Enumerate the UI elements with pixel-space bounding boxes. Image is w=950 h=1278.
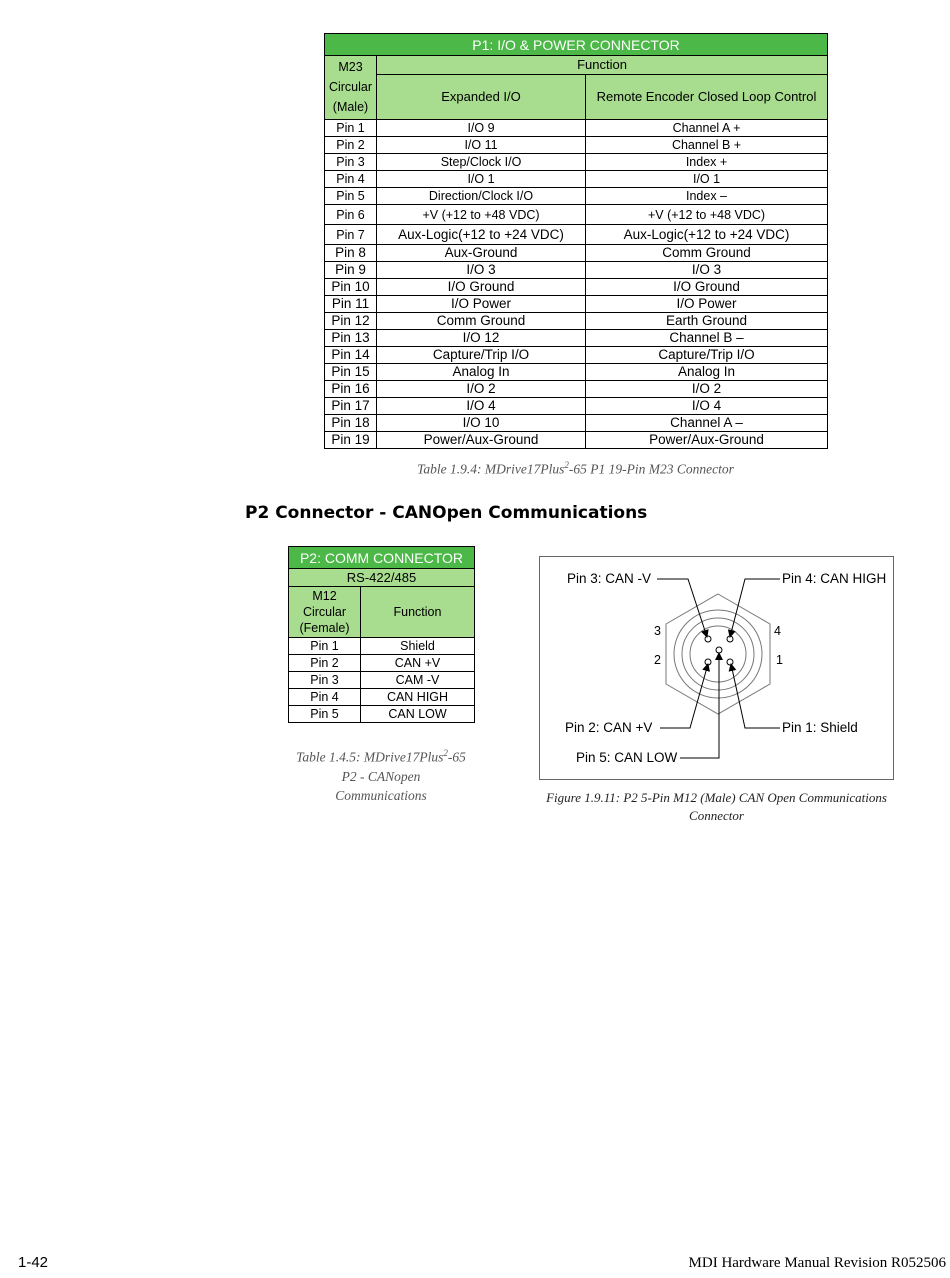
p1-expanded-io-header: Expanded I/O	[377, 75, 586, 120]
caption-text: Connector	[689, 808, 744, 823]
encoder-cell: I/O 2	[586, 381, 828, 398]
p2-table-subtitle: RS-422/485	[289, 569, 475, 587]
function-cell: CAN +V	[361, 655, 475, 672]
expanded-io-cell: I/O 9	[377, 120, 586, 137]
expanded-io-cell: Aux-Logic(+12 to +24 VDC)	[377, 225, 586, 245]
p1-table-title: P1: I/O & POWER CONNECTOR	[325, 34, 828, 56]
connector-ring-inner	[690, 626, 746, 682]
caption-text: P2 - CANopen	[341, 768, 421, 784]
page-number: 1-42	[18, 1254, 49, 1271]
table-row	[325, 154, 828, 171]
pin-cell: Pin 7	[325, 225, 377, 245]
caption-text: Communications	[335, 787, 427, 803]
expanded-io-cell: Comm Ground	[377, 313, 586, 330]
expanded-io-cell: I/O Ground	[377, 279, 586, 296]
table-row	[325, 205, 828, 225]
encoder-cell: Analog In	[586, 364, 828, 381]
pin-4-leader	[730, 579, 780, 637]
pin-3-dot	[705, 636, 711, 642]
encoder-cell: Index +	[586, 154, 828, 171]
connector-label-line: Circular	[328, 80, 373, 94]
pin-cell: Pin 3	[289, 672, 361, 689]
encoder-cell: I/O 3	[586, 262, 828, 279]
pin-cell: Pin 19	[325, 432, 377, 449]
expanded-io-cell: I/O 3	[377, 262, 586, 279]
pin-cell: Pin 10	[325, 279, 377, 296]
pin-cell: Pin 14	[325, 347, 377, 364]
table-row	[325, 347, 828, 364]
pin-number-1: 1	[776, 653, 783, 667]
p2-function-header: Function	[361, 587, 475, 638]
pin-cell: Pin 5	[289, 706, 361, 723]
p2-table-caption	[281, 744, 481, 805]
table-row	[289, 689, 475, 706]
function-cell: CAN HIGH	[361, 689, 475, 706]
encoder-cell: Comm Ground	[586, 245, 828, 262]
table-row	[325, 313, 828, 330]
table-row	[325, 381, 828, 398]
pin-number-2: 2	[654, 653, 661, 667]
pin-1-label: Pin 1: Shield	[782, 720, 858, 735]
encoder-cell: Channel B +	[586, 137, 828, 154]
p1-table-caption	[324, 460, 827, 478]
connector-label-line: (Female)	[299, 621, 350, 635]
pin-cell: Pin 13	[325, 330, 377, 347]
connector-label-line: Circular	[302, 605, 347, 619]
expanded-io-cell: I/O 1	[377, 171, 586, 188]
connector-ring-middle	[682, 618, 754, 690]
pin-cell: Pin 5	[325, 188, 377, 205]
pin-cell: Pin 9	[325, 262, 377, 279]
table-row	[325, 330, 828, 347]
caption-text: Table 1.9.4: MDrive17Plus	[417, 461, 565, 477]
pin-cell: Pin 2	[289, 655, 361, 672]
expanded-io-cell: Step/Clock I/O	[377, 154, 586, 171]
table-row	[325, 137, 828, 154]
pin-cell: Pin 11	[325, 296, 377, 313]
function-cell: CAN LOW	[361, 706, 475, 723]
encoder-cell: Aux-Logic(+12 to +24 VDC)	[586, 225, 828, 245]
connector-outline	[666, 594, 770, 714]
expanded-io-cell: Aux-Ground	[377, 245, 586, 262]
pin-cell: Pin 6	[325, 205, 377, 225]
pin-cell: Pin 12	[325, 313, 377, 330]
table-row	[325, 245, 828, 262]
encoder-cell: I/O Ground	[586, 279, 828, 296]
table-row	[325, 398, 828, 415]
encoder-cell: I/O 1	[586, 171, 828, 188]
pin-cell: Pin 17	[325, 398, 377, 415]
pin-1-dot	[727, 659, 733, 665]
table-row	[325, 279, 828, 296]
p2-connector-type-header	[289, 587, 361, 638]
pin-cell: Pin 4	[325, 171, 377, 188]
pin-5-leader	[680, 653, 719, 758]
p2-connector-table	[288, 546, 475, 723]
expanded-io-cell: Direction/Clock I/O	[377, 188, 586, 205]
encoder-cell: Channel B –	[586, 330, 828, 347]
connector-label-line: M12	[312, 589, 337, 603]
expanded-io-cell: I/O 10	[377, 415, 586, 432]
pin-cell: Pin 8	[325, 245, 377, 262]
encoder-cell: I/O 4	[586, 398, 828, 415]
figure-caption	[539, 789, 894, 825]
caption-text: Table 1.4.5: MDrive17Plus	[296, 749, 444, 765]
caption-text: -65	[447, 749, 466, 765]
table-row	[289, 638, 475, 655]
caption-superscript: 2	[564, 460, 569, 470]
section-title: P2 Connector - CANOpen Communications	[245, 503, 648, 523]
pin-cell: Pin 1	[325, 120, 377, 137]
expanded-io-cell: I/O 2	[377, 381, 586, 398]
function-cell: CAM -V	[361, 672, 475, 689]
table-row	[325, 120, 828, 137]
table-row	[289, 655, 475, 672]
pin-4-label: Pin 4: CAN HIGH	[782, 571, 887, 586]
encoder-cell: Channel A –	[586, 415, 828, 432]
pin-2-leader	[660, 664, 708, 728]
connector-diagram	[540, 557, 895, 781]
encoder-cell: Power/Aux-Ground	[586, 432, 828, 449]
encoder-cell: Channel A +	[586, 120, 828, 137]
table-row	[289, 672, 475, 689]
pin-2-label: Pin 2: CAN +V	[565, 720, 653, 735]
connector-label-line: (Male)	[332, 100, 369, 114]
table-row	[325, 225, 828, 245]
expanded-io-cell: Power/Aux-Ground	[377, 432, 586, 449]
p1-connector-type-header	[325, 56, 377, 120]
expanded-io-cell: +V (+12 to +48 VDC)	[377, 205, 586, 225]
expanded-io-cell: I/O 4	[377, 398, 586, 415]
caption-text: Figure 1.9.11: P2 5-Pin M12 (Male) CAN Open Communications	[546, 790, 887, 805]
leader-lines	[657, 579, 780, 758]
pin-cell: Pin 18	[325, 415, 377, 432]
pin-cell: Pin 2	[325, 137, 377, 154]
expanded-io-cell: Capture/Trip I/O	[377, 347, 586, 364]
encoder-cell: Capture/Trip I/O	[586, 347, 828, 364]
table-row	[289, 706, 475, 723]
p1-function-header: Function	[377, 56, 828, 75]
pin-cell: Pin 4	[289, 689, 361, 706]
expanded-io-cell: I/O 11	[377, 137, 586, 154]
encoder-cell: +V (+12 to +48 VDC)	[586, 205, 828, 225]
encoder-cell: Index –	[586, 188, 828, 205]
pin-cell: Pin 15	[325, 364, 377, 381]
p1-connector-table	[324, 33, 828, 449]
table-row	[325, 432, 828, 449]
connector-ring-outer	[674, 610, 762, 698]
table-row	[325, 188, 828, 205]
pin-cell: Pin 16	[325, 381, 377, 398]
caption-superscript: 2	[443, 748, 448, 758]
table-row	[325, 296, 828, 313]
pin-cell: Pin 1	[289, 638, 361, 655]
encoder-cell: I/O Power	[586, 296, 828, 313]
expanded-io-cell: Analog In	[377, 364, 586, 381]
p2-table-title: P2: COMM CONNECTOR	[289, 547, 475, 569]
expanded-io-cell: I/O 12	[377, 330, 586, 347]
table-row	[325, 171, 828, 188]
pin-number-3: 3	[654, 624, 661, 638]
pin-cell: Pin 3	[325, 154, 377, 171]
pin-5-label: Pin 5: CAN LOW	[576, 750, 678, 765]
expanded-io-cell: I/O Power	[377, 296, 586, 313]
manual-revision: MDI Hardware Manual Revision R052506	[688, 1255, 946, 1271]
caption-text: -65 P1 19-Pin M23 Connector	[568, 461, 734, 477]
p1-encoder-header: Remote Encoder Closed Loop Control	[586, 75, 828, 120]
pin-number-4: 4	[774, 624, 781, 638]
encoder-cell: Earth Ground	[586, 313, 828, 330]
function-cell: Shield	[361, 638, 475, 655]
p2-connector-figure	[539, 556, 894, 780]
table-row	[325, 415, 828, 432]
table-row	[325, 262, 828, 279]
table-row	[325, 364, 828, 381]
pin-3-label: Pin 3: CAN -V	[567, 571, 652, 586]
connector-label-line: M23	[338, 60, 363, 74]
pin-center-dot	[716, 647, 722, 653]
